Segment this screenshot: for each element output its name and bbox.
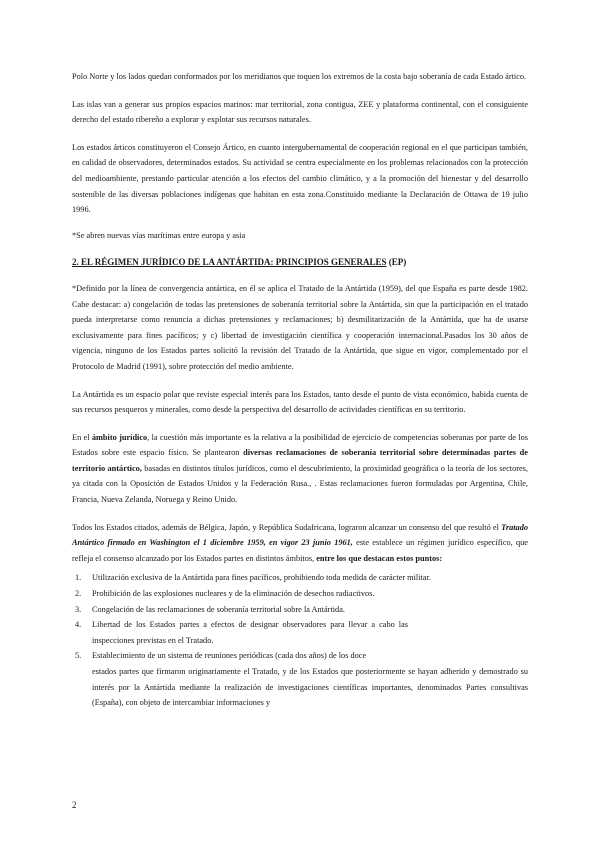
paragraph-treaty: [72, 520, 528, 567]
text-run: En el: [72, 432, 92, 442]
treaty-points-list: [72, 570, 528, 664]
text-run: basadas en distintos títulos jurídicos, como el descubrimiento, la proximidad geográfica o la teoría de los sectores, ya citada con la Oposición de Estados Unidos y la Federación Rusa., . Estas reclamaciones fueron formuladas por Argentina, Chile, Francia, Nueva Zelanda, Noruega y Reino Unido.: [72, 463, 528, 505]
paragraph-antarctic-definition: *Definido por la línea de convergencia antártica, en él se aplica el Tratado de la Antártida (1959), del que España es parte desde 1982. Cabe destacar: a) congelación de todas las pretensiones de soberanía territorial sobre la Antártida, sin que la participación en el tratado pueda interpretarse como renuncia a dichas pretensiones y reclamaciones; b) desmilitarización de la Antártida, que ha de usarse exclusivamente para fines pacíficos; y c) libertad de investigación científica y cooperación internacional.Pasados los 30 años de vigencia, ninguno de los Estados partes solicitó la revisión del Tratado de la Antártida, que sigue en vigor, complementado por el Protocolo de Madrid (1991), sobre protección del medio ambiente.: [72, 283, 528, 371]
list-text: Utilización exclusiva de la Antártida para fines pacíficos, prohibiendo toda medida de carácter militar.: [92, 573, 431, 583]
bold-italic-run: Tratado Antártico firmado en Washington el 1 diciembre 1959, en vigor 23 junio 1961,: [72, 522, 528, 548]
list-text: Congelación de las reclamaciones de soberanía territorial sobre la Antártida.: [92, 604, 345, 614]
list-text: Establecimiento de un sistema de reuniones periódicas (cada dos años) de los doce: [92, 651, 367, 661]
paragraph-juridical-scope: [72, 430, 528, 508]
list-number: 1.: [75, 573, 82, 583]
section-heading: [72, 255, 528, 271]
list-item: [72, 570, 528, 586]
paragraph-arctic-poles: Polo Norte y los lados quedan conformados por los meridianos que toquen los extremos de la costa bajo soberanía de cada Estado ártico.: [72, 72, 527, 81]
bold-run: entre los que destacan estos puntos:: [316, 553, 443, 563]
page-content: [72, 69, 528, 711]
bold-run: ámbito jurídico: [91, 432, 148, 442]
list-number: 3.: [75, 604, 82, 614]
text-run: este establece un régimen jurídico específico, que refleja el consenso alcanzado por los Estados partes en distintos ámbitos,: [72, 538, 528, 563]
paragraph-consultative-parties: estados partes que firmaron originariamente el Tratado, y de los Estados que posteriormente se hayan adherido y demostrado su interés por la Antártida mediante la realización de investigaciones científicas importantes, denominados Partes consultivas (España), con objeto de intercambiar informaciones y: [92, 667, 528, 708]
page-number: 2: [72, 800, 77, 810]
list-number: 5.: [75, 651, 82, 661]
paragraph-antarctic-interest: La Antártida es un espacio polar que reviste especial interés para los Estados, tanto desde el punto de vista económico, habida cuenta de sus recursos pesqueros y minerales, como desde la perspectiva del desarrollo de actividades científicas en su territorio.: [72, 389, 528, 415]
bold-run: diversas reclamaciones de soberanía territorial sobre determinadas partes de territorio antártico,: [72, 448, 528, 473]
text-run: , la cuestión más importante es la relativa a la posibilidad de ejercicio de competencias soberanas por parte de los Estados sobre este espacio físico. Se plantearon: [72, 432, 528, 458]
list-item: [72, 648, 528, 664]
section-heading-suffix: (EP): [386, 257, 407, 268]
list-text: Prohibición de las explosiones nucleares y de la eliminación de desechos radiactivos.: [92, 589, 375, 599]
list-item: [72, 617, 528, 648]
section-heading-title: 2. EL RÉGIMEN JURÍDICO DE LA ANTÁRTIDA: PRINCIPIOS GENERALES: [72, 257, 387, 268]
paragraph-islands: Las islas van a generar sus propios espacios marinos: mar territorial, zona contigua, ZEE y plataforma continental, con el consiguiente derecho del estado ribereño a explorar y explotar sus recursos naturales.: [72, 99, 528, 125]
list-item: [72, 602, 528, 618]
list-text: Libertad de los Estados partes a efectos de designar observadores para llevar a cabo las inspecciones previstas en el Tratado.: [92, 620, 408, 645]
paragraph-arctic-council: Los estados árticos constituyeron el Consejo Ártico, en cuanto intergubernamental de cooperación regional en el que participan también, en calidad de observadores, determinados estados. Su actividad se centra especialmente en los problemas relacionados con la protección del medioambiente, prestando particular atención a los efectos del cambio climático, y a la promoción del bienestar y del desarrollo sostenible de las diversas poblaciones indígenas que habitan en esta zona.Constituido mediante la Declaración de Ottawa de 19 julio 1996.: [72, 142, 528, 215]
paragraph-sea-routes: *Se abren nuevas vías marítimas entre europa y asia: [72, 230, 246, 240]
list-number: 2.: [75, 589, 82, 599]
list-item: [72, 586, 528, 602]
text-run: Todos los Estados citados, además de Bélgica, Japón, y República Sudafricana, lograron alcanzar un consenso del que resultó el: [72, 522, 502, 532]
list-number: 4.: [75, 620, 82, 630]
